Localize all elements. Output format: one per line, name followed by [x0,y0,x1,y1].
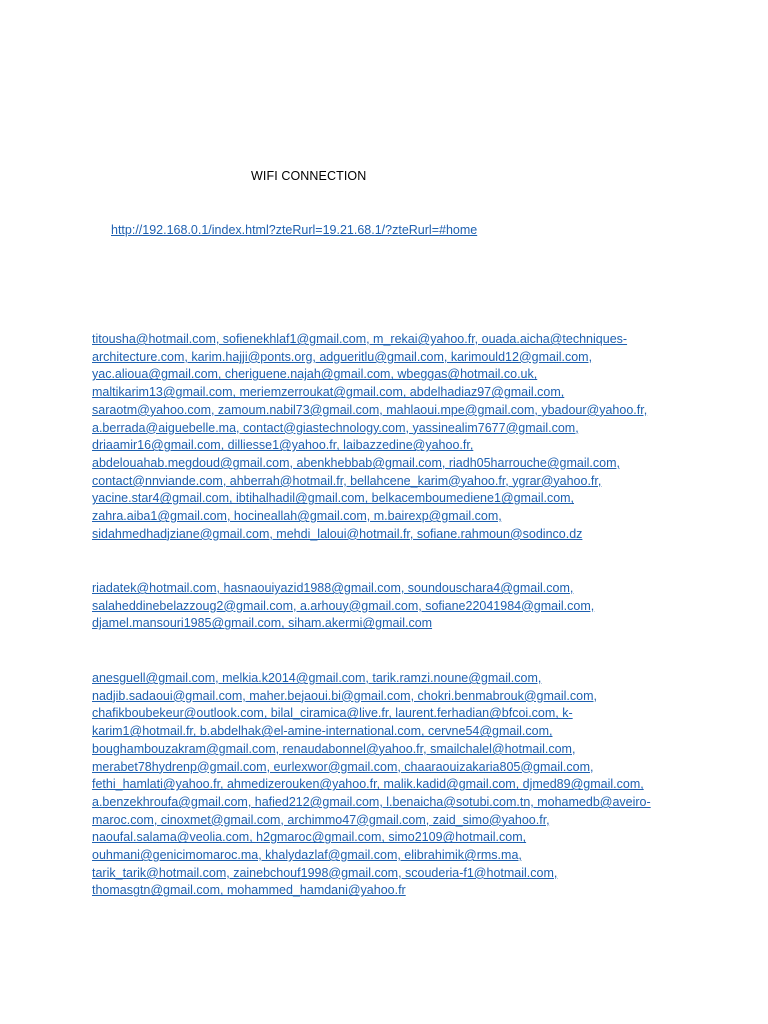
email-link-line[interactable]: djamel.mansouri1985@gmail.com, siham.akermi@gmail.com [92,616,433,631]
email-link-line[interactable]: tarik_tarik@hotmail.com, zainebchouf1998@gmail.com, scouderia-f1@hotmail.com, [92,865,558,880]
email-link-line[interactable]: salaheddinebelazzoug2@gmail.com, a.arhouy@gmail.com, sofiane22041984@gmail.com, [92,598,595,613]
email-link-line[interactable]: driaamir16@gmail.com, dilliesse1@yahoo.fr, laibazzedine@yahoo.fr, [92,438,474,453]
document-title: WIFI CONNECTION [251,169,367,183]
email-link-line[interactable]: sidahmedhadjziane@gmail.com, mehdi_laloui@hotmail.fr, sofiane.rahmoun@sodinco.dz [92,526,583,541]
email-link-line[interactable]: boughambouzakram@gmail.com, renaudabonnel@yahoo.fr, smailchalel@hotmail.com, [92,741,576,756]
email-link-line[interactable]: architecture.com, karim.hajji@ponts.org, adgueritlu@gmail.com, karimould12@gmail.com, [92,349,593,364]
email-link-line[interactable]: nadjib.sadaoui@gmail.com, maher.bejaoui.bi@gmail.com, chokri.benmabrouk@gmail.com, [92,688,597,703]
email-link-line[interactable]: merabet78hydrenp@gmail.com, eurlexwor@gmail.com, chaaraouizakaria805@gmail.com, [92,759,594,774]
email-link-line[interactable]: yacine.star4@gmail.com, ibtihalhadil@gmail.com, belkacemboumediene1@gmail.com, [92,491,575,506]
email-link-line[interactable]: maltikarim13@gmail.com, meriemzerroukat@gmail.com, abdelhadiaz97@gmail.com, [92,385,565,400]
email-link-line[interactable]: riadatek@hotmail.com, hasnaouiyazid1988@gmail.com, soundouschara4@gmail.com, [92,581,574,595]
email-paragraph-1 [92,331,692,543]
email-link-line[interactable]: a.benzekhroufa@gmail.com, hafied212@gmail.com, l.benaicha@sotubi.com.tn, mohamedb@aveiro- [92,794,651,809]
email-link-line[interactable]: anesguell@gmail.com, melkia.k2014@gmail.com, tarik.ramzi.noune@gmail.com, [92,671,542,685]
email-link-line[interactable]: naoufal.salama@veolia.com, h2gmaroc@gmail.com, simo2109@hotmail.com, [92,830,527,845]
email-link-line[interactable]: fethi_hamlati@yahoo.fr, ahmedizerouken@yahoo.fr, malik.kadid@gmail.com, djmed89@gmail.com, [92,777,644,792]
email-link-line[interactable]: zahra.aiba1@gmail.com, hocineallah@gmail.com, m.bairexp@gmail.com, [92,509,502,524]
router-url-link[interactable]: http://192.168.0.1/index.html?zteRurl=19.21.68.1/?zteRurl=#home [111,223,478,237]
email-link-line[interactable]: ouhmani@genicimomaroc.ma, khalydazlaf@gmail.com, elibrahimik@rms.ma, [92,848,522,863]
email-link-line[interactable]: contact@nnviande.com, ahberrah@hotmail.fr, bellahcene_karim@yahoo.fr, ygrar@yahoo.fr, [92,473,602,488]
email-link-line[interactable]: yac.alioua@gmail.com, cheriguene.najah@gmail.com, wbeggas@hotmail.co.uk, [92,367,538,382]
email-paragraph-3 [92,670,692,900]
email-link-line[interactable]: chafikboubekeur@outlook.com, bilal_ciramica@live.fr, laurent.ferhadian@bfcoi.com, k- [92,706,573,721]
email-link-line[interactable]: saraotm@yahoo.com, zamoum.nabil73@gmail.com, mahlaoui.mpe@gmail.com, ybadour@yahoo.fr, [92,402,648,417]
email-link-line[interactable]: maroc.com, cinoxmet@gmail.com, archimmo47@gmail.com, zaid_simo@yahoo.fr, [92,812,550,827]
email-link-line[interactable]: a.berrada@aiguebelle.ma, contact@giastechnology.com, yassinealim7677@gmail.com, [92,420,579,435]
email-link-line[interactable]: thomasgtn@gmail.com, mohammed_hamdani@yahoo.fr [92,883,406,898]
email-link-line[interactable]: titousha@hotmail.com, sofienekhlaf1@gmail.com, m_rekai@yahoo.fr, ouada.aicha@techniques- [92,332,628,346]
email-paragraph-2 [92,580,692,633]
email-link-line[interactable]: abdelouahab.megdoud@gmail.com, abenkhebbab@gmail.com, riadh05harrouche@gmail.com, [92,455,620,470]
email-link-line[interactable]: karim1@hotmail.fr, b.abdelhak@el-amine-international.com, cervne54@gmail.com, [92,724,553,739]
